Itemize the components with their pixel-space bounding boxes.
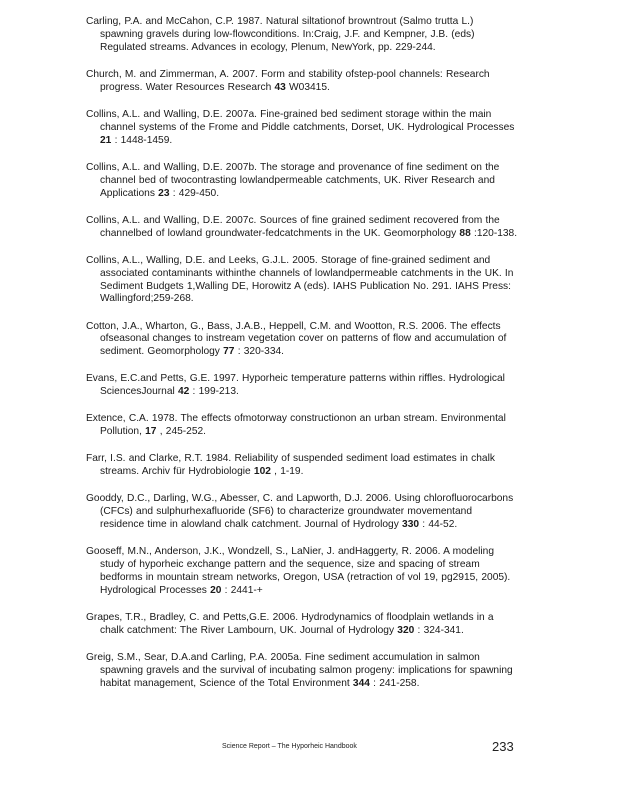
reference-text: Gooddy, D.C., Darling, W.G., Abesser, C. and Lapworth, D.J. 2006. Using chlorofluorocarbons (CFCs) and sulphurhexafluoride (SF6) to characterize groundwater movementand residence time in alowland chalk catchment. Journal of Hydrology <box>86 493 514 531</box>
reference-volume: 88 <box>459 227 471 239</box>
reference-pages: : 2441-+ <box>221 585 263 597</box>
reference-text: Evans, E.C.and Petts, G.E. 1997. Hyporheic temperature patterns within riffles. Hydrological SciencesJournal <box>86 373 505 398</box>
reference-text: Greig, S.M., Sear, D.A.and Carling, P.A. 2005a. Fine sediment accumulation in salmon spawning gravels and the survival of incubating salmon progeny: implications for spawning habitat management, Science of the Total Environment <box>86 652 513 689</box>
reference-pages: : 241-258. <box>369 677 420 689</box>
reference-entry <box>86 321 518 360</box>
reference-entry <box>86 69 518 95</box>
reference-volume: 77 <box>223 346 235 358</box>
reference-text: Gooseff, M.N., Anderson, J.K., Wondzell, S., LaNier, J. andHaggerty, R. 2006. A modeling study of hyporheic exchange pattern and the sequence, size and spacing of stream bedforms in mountain stream networks, Oregon, USA (retraction of vol 19, pg2915, 2005). Hydrological Processes <box>86 546 511 597</box>
reference-text: Cotton, J.A., Wharton, G., Bass, J.A.B., Heppell, C.M. and Wootton, R.S. 2006. The effects ofseasonal changes to instream vegetation cover on patterns of flow and accumulation of sediment. Geomorphology <box>86 320 507 358</box>
reference-pages: : 320-334. <box>234 346 284 358</box>
reference-list <box>86 16 518 705</box>
reference-volume: 320 <box>397 625 415 637</box>
page-number: 233 <box>492 739 514 754</box>
reference-text: Extence, C.A. 1978. The effects ofmotorway constructionon an urban stream. Environmental Pollution, <box>86 413 506 438</box>
reference-entry <box>86 373 518 399</box>
footer-report-label: Science Report – The Hyporheic Handbook <box>222 743 357 750</box>
reference-volume: 344 <box>352 677 370 689</box>
reference-entry <box>86 493 518 532</box>
reference-entry <box>86 652 518 691</box>
reference-entry <box>86 215 518 241</box>
reference-text: Collins, A.L. and Walling, D.E. 2007a. Fine-grained bed sediment storage within the main channel systems of the Frome and Piddle catchments, Dorset, UK. Hydrological Processes <box>86 108 515 133</box>
reference-volume: 102 <box>253 466 271 478</box>
reference-pages: W03415. <box>285 81 330 93</box>
reference-volume: 20 <box>210 585 222 597</box>
reference-entry <box>86 453 518 479</box>
reference-pages: : 44-52. <box>419 519 458 531</box>
reference-text: Church, M. and Zimmerman, A. 2007. Form and stability ofstep-pool channels: Research progress. Water Resources Research <box>86 68 490 93</box>
reference-entry <box>86 413 518 439</box>
reference-text: Grapes, T.R., Bradley, C. and Petts,G.E. 2006. Hydrodynamics of floodplain wetlands in a chalk catchment: The River Lambourn, UK. Journal of Hydrology <box>86 612 494 637</box>
reference-volume: 17 <box>145 426 157 438</box>
reference-volume: 23 <box>158 187 170 199</box>
reference-volume: 330 <box>402 519 420 531</box>
reference-volume: 21 <box>100 134 112 146</box>
reference-entry <box>86 546 518 598</box>
reference-entry <box>86 162 518 201</box>
reference-pages: : 429-450. <box>169 187 220 199</box>
reference-pages: : 199-213. <box>189 386 239 398</box>
reference-pages: : 324-341. <box>414 625 464 637</box>
reference-text: Collins, A.L. and Walling, D.E. 2007b. The storage and provenance of fine sediment on the channel bed of twocontrasting lowlandpermeable catchments, UK. River Research and Applications <box>86 161 500 199</box>
reference-text: Collins, A.L., Walling, D.E. and Leeks, G.J.L. 2005. Storage of fine-grained sediment and associated contaminants withinthe channels of lowlandpermeable catchments in the UK. In Sediment Budgets 1,Walling DE, Horowitz A (eds). IAHS Publication No. 291. IAHS Press: Wallingford;259-268. <box>86 254 514 305</box>
reference-pages: , 245-252. <box>156 426 206 438</box>
reference-volume: 42 <box>177 386 190 398</box>
reference-text: Collins, A.L. and Walling, D.E. 2007c. Sources of fine grained sediment recovered from the channelbed of lowland groundwater-fedcatchments in the UK. Geomorphology <box>86 214 500 239</box>
reference-pages: : 1448-1459. <box>111 134 173 146</box>
reference-entry <box>86 612 518 638</box>
reference-entry <box>86 255 518 307</box>
reference-volume: 43 <box>274 81 286 93</box>
reference-entry <box>86 16 518 55</box>
reference-pages: , 1-19. <box>270 466 304 478</box>
reference-text: Farr, I.S. and Clarke, R.T. 1984. Reliability of suspended sediment load estimates in chalk streams. Archiv für Hydrobiologie <box>86 453 495 478</box>
reference-entry <box>86 109 518 148</box>
reference-pages: :120-138. <box>470 227 518 239</box>
reference-text: Carling, P.A. and McCahon, C.P. 1987. Natural siltationof browntrout (Salmo trutta L.) spawning gravels during low-flowconditions. In:Craig, J.F. and Kempner, J.B. (eds) Regulated streams. Advances in ecology, Plenum, NewYork, pp. 229-244. <box>86 16 475 53</box>
page-footer <box>0 740 618 756</box>
